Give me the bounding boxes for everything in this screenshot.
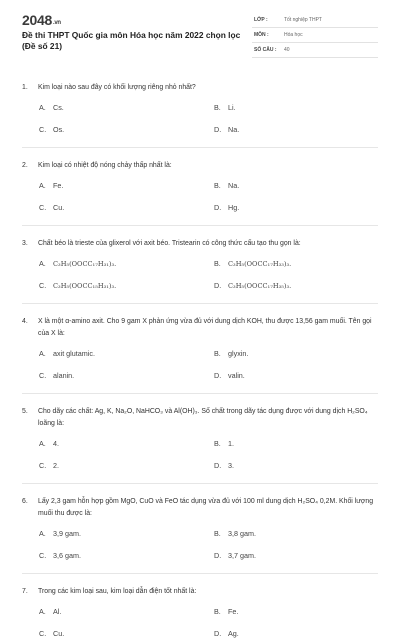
question-item xyxy=(0,484,400,574)
option-text: Ag. xyxy=(228,629,239,638)
answer-option-b[interactable] xyxy=(214,345,389,363)
answer-option-c[interactable] xyxy=(39,199,214,217)
answer-option-b[interactable] xyxy=(214,99,389,117)
option-text: alanin. xyxy=(53,371,75,380)
question-item xyxy=(0,226,400,304)
option-letter: B. xyxy=(214,349,221,358)
question-text: Trong các kim loại sau, kim loại dẫn điện tốt nhất là: xyxy=(38,588,197,595)
question-stem xyxy=(22,238,378,250)
option-text: Cu. xyxy=(53,629,65,638)
answer-option-a[interactable] xyxy=(39,603,214,621)
option-letter: D. xyxy=(214,551,222,560)
option-letter: A. xyxy=(39,529,46,538)
info-row-class xyxy=(252,14,378,28)
option-letter: B. xyxy=(214,607,221,616)
question-number: 1. xyxy=(22,84,28,91)
answer-option-a[interactable] xyxy=(39,525,214,543)
answer-options xyxy=(39,255,378,295)
question-item xyxy=(0,574,400,643)
site-logo[interactable] xyxy=(22,12,61,28)
option-text: Hg. xyxy=(228,203,240,212)
question-number: 5. xyxy=(22,408,28,415)
option-letter: D. xyxy=(214,281,222,290)
answer-option-a[interactable] xyxy=(39,435,214,453)
question-number: 6. xyxy=(22,498,28,505)
answer-options xyxy=(39,435,378,475)
option-text: Cs. xyxy=(53,103,64,112)
option-letter: D. xyxy=(214,629,222,638)
option-letter: A. xyxy=(39,181,46,190)
answer-option-d[interactable] xyxy=(214,547,389,565)
answer-option-c[interactable] xyxy=(39,547,214,565)
option-letter: C. xyxy=(39,461,47,470)
answer-option-d[interactable] xyxy=(214,121,389,139)
answer-option-d[interactable] xyxy=(214,625,389,643)
question-item xyxy=(0,148,400,226)
option-text: 4. xyxy=(53,439,59,448)
question-text: Lấy 2,3 gam hỗn hợp gồm MgO, CuO và FeO tác dụng vừa đủ với 100 ml dung dịch H₂SO₄ 0,2M. Khối lượng muối thu được là: xyxy=(38,498,374,517)
answer-option-a[interactable] xyxy=(39,99,214,117)
option-letter: B. xyxy=(214,259,221,268)
option-formula: C₃H₅(OOCC₁₇H₃₁)₃. xyxy=(53,260,117,268)
question-text: Kim loại có nhiệt độ nóng chảy thấp nhất là: xyxy=(38,162,172,169)
question-stem xyxy=(22,406,378,430)
option-text: Fe. xyxy=(53,181,64,190)
option-letter: A. xyxy=(39,259,46,268)
question-stem xyxy=(22,82,378,94)
option-letter: C. xyxy=(39,203,47,212)
question-number: 4. xyxy=(22,318,28,325)
answer-option-a[interactable] xyxy=(39,177,214,195)
option-letter: A. xyxy=(39,439,46,448)
option-text: Al. xyxy=(53,607,62,616)
question-stem xyxy=(22,586,378,598)
option-letter: C. xyxy=(39,281,47,290)
option-letter: A. xyxy=(39,607,46,616)
option-formula: C₃H₅(OOCC₁₇H₃₃)₃. xyxy=(228,260,292,268)
answer-option-c[interactable] xyxy=(39,121,214,139)
option-text: Fe. xyxy=(228,607,239,616)
info-value: Tốt nghiệp THPT xyxy=(284,17,322,23)
question-number: 7. xyxy=(22,588,28,595)
answer-options xyxy=(39,525,378,565)
option-letter: A. xyxy=(39,103,46,112)
option-letter: B. xyxy=(214,439,221,448)
question-stem xyxy=(22,316,378,340)
question-stem xyxy=(22,496,378,520)
option-text: Li. xyxy=(228,103,236,112)
option-text: 3,7 gam. xyxy=(228,551,256,560)
question-stem xyxy=(22,160,378,172)
option-text: axit glutamic. xyxy=(53,349,95,358)
option-text: valin. xyxy=(228,371,245,380)
option-formula: C₃H₅(OOCC₁₅H₃₁)₃. xyxy=(53,282,117,290)
answer-options xyxy=(39,99,378,139)
answer-option-b[interactable] xyxy=(214,255,389,273)
option-letter: D. xyxy=(214,125,222,134)
option-letter: D. xyxy=(214,461,222,470)
info-row-question-count xyxy=(252,44,378,58)
option-letter: A. xyxy=(39,349,46,358)
answer-option-c[interactable] xyxy=(39,625,214,643)
question-list xyxy=(0,70,400,643)
option-letter: B. xyxy=(214,103,221,112)
option-text: Cu. xyxy=(53,203,65,212)
answer-option-b[interactable] xyxy=(214,603,389,621)
option-letter: C. xyxy=(39,629,47,638)
answer-option-a[interactable] xyxy=(39,345,214,363)
option-text: glyxin. xyxy=(228,349,249,358)
answer-option-b[interactable] xyxy=(214,525,389,543)
option-text: 3,9 gam. xyxy=(53,529,81,538)
question-text: Cho dãy các chất: Ag, K, Na₂O, NaHCO₃ và Al(OH)₃. Số chất trong dãy tác dụng được với dung dịch H₂SO₄ loãng là: xyxy=(38,408,368,427)
option-text: 3,8 gam. xyxy=(228,529,256,538)
option-letter: C. xyxy=(39,371,47,380)
info-value: Hóa học xyxy=(284,32,303,38)
answer-option-b[interactable] xyxy=(214,435,389,453)
answer-option-a[interactable] xyxy=(39,255,214,273)
question-text: X là một α-amino axit. Cho 9 gam X phản ứng vừa đủ với dung dịch KOH, thu được 13,56 gam muối. Tên gọi của X là: xyxy=(38,318,372,337)
question-number: 3. xyxy=(22,240,28,247)
logo-text: 2048 xyxy=(22,12,52,28)
option-text: 2. xyxy=(53,461,59,470)
answer-option-b[interactable] xyxy=(214,177,389,195)
option-text: 1. xyxy=(228,439,234,448)
logo-suffix: .vn xyxy=(52,20,61,26)
info-label: MÔN : xyxy=(254,32,269,38)
option-letter: C. xyxy=(39,551,47,560)
answer-options xyxy=(39,345,378,385)
answer-option-c[interactable] xyxy=(39,457,214,475)
answer-option-c[interactable] xyxy=(39,277,214,295)
option-formula: C₃H₅(OOCC₁₇H₃₅)₃. xyxy=(228,282,292,290)
option-letter: B. xyxy=(214,529,221,538)
option-text: Na. xyxy=(228,181,240,190)
option-letter: D. xyxy=(214,203,222,212)
answer-options xyxy=(39,177,378,217)
exam-title: Đề thi THPT Quốc gia môn Hóa học năm 2022 chọn lọc (Đề số 21) xyxy=(22,30,241,51)
question-number: 2. xyxy=(22,162,28,169)
info-row-subject xyxy=(252,29,378,43)
answer-option-d[interactable] xyxy=(214,367,389,385)
option-text: Na. xyxy=(228,125,240,134)
info-value: 40 xyxy=(284,47,290,53)
exam-info-panel xyxy=(252,14,378,59)
info-label: SỐ CÂU : xyxy=(254,47,277,53)
answer-option-d[interactable] xyxy=(214,457,389,475)
info-label: LỚP : xyxy=(254,17,268,23)
option-text: 3. xyxy=(228,461,234,470)
question-item xyxy=(0,304,400,394)
answer-option-d[interactable] xyxy=(214,277,389,295)
answer-options xyxy=(39,603,378,643)
answer-option-d[interactable] xyxy=(214,199,389,217)
option-letter: D. xyxy=(214,371,222,380)
option-text: Os. xyxy=(53,125,65,134)
page-header xyxy=(0,0,400,64)
question-text: Chất béo là trieste của glixerol với axit béo. Tristearin có công thức cấu tạo thu gọn là: xyxy=(38,240,301,247)
option-text: 3,6 gam. xyxy=(53,551,81,560)
option-letter: C. xyxy=(39,125,47,134)
question-text: Kim loại nào sau đây có khối lượng riêng nhỏ nhất? xyxy=(38,84,196,91)
answer-option-c[interactable] xyxy=(39,367,214,385)
question-item xyxy=(0,70,400,148)
option-letter: B. xyxy=(214,181,221,190)
question-item xyxy=(0,394,400,484)
